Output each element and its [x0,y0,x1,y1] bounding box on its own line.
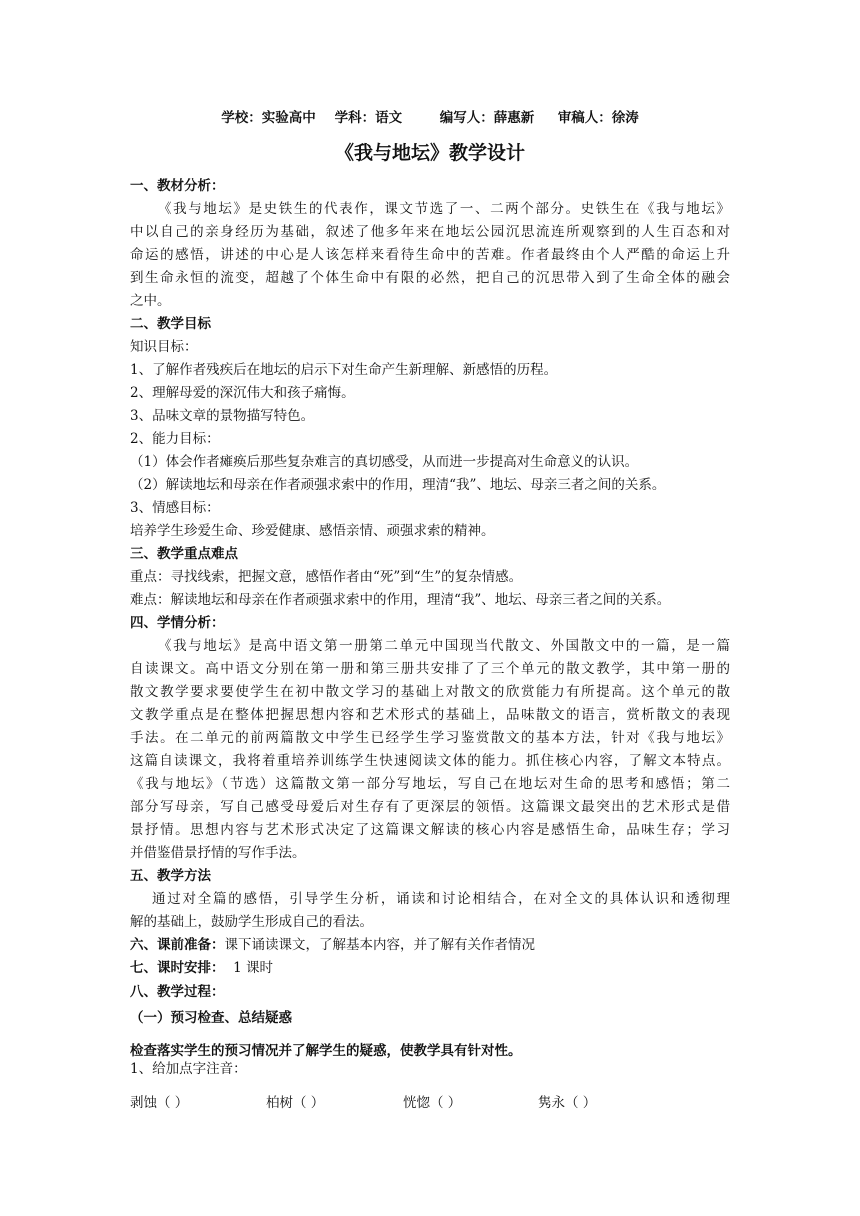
pinyin-item: 隽永（ ） [538,1095,597,1111]
section-3-heading: 三、教学重点难点 [130,546,238,562]
paragraph-line: 《我与地坛》是高中语文第一册第二单元中国现当代散文、外国散文中的一篇，是一篇 [158,638,730,654]
goal-item: （2）解读地坛和母亲在作者顽强求索中的作用，理清“我”、地坛、母亲三者之间的关系。 [130,477,666,493]
section-5-heading: 五、教学方法 [130,868,211,884]
paragraph-line: 到生命永恒的流变，超越了个体生命中有限的必然，把自己的沉思带入到了生命全体的融会 [130,270,730,286]
section-7 [130,958,730,978]
section-6-text: 课下诵读课文，了解基本内容，并了解有关作者情况 [224,937,535,953]
paragraph-line: 文教学重点是在整体把握思想内容和艺术形式的基础上，品味散文的语言，赏析散文的表现 [130,707,730,723]
paragraph-line: 中以自己的亲身经历为基础，叙述了他多年来在地坛公园沉思流连所观察到的人生百态和对 [130,224,730,240]
emotion-goal-label: 3、情感目标： [130,500,220,516]
subsection-heading: （一）预习检查、总结疑惑 [130,1010,292,1026]
subject-label: 学科：语文 [334,110,403,126]
pinyin-item: 柏树（ ） [266,1095,325,1111]
paragraph-line: 《我与地坛》（节选）这篇散文第一部分写地坛，写自己在地坛对生命的思考和感悟；第二 [130,776,730,792]
pinyin-item: 剥蚀（ ） [130,1095,189,1111]
section-4-heading: 四、学情分析： [130,615,225,631]
goal-item: 1、了解作者残疾后在地坛的启示下对生命产生新理解、新感悟的历程。 [130,362,558,378]
paragraph-line: 并借鉴借景抒情的写作手法。 [130,845,306,861]
section-7-text: 1 课时 [233,960,273,976]
school-label: 学校：实验高中 [221,110,316,126]
document-header [130,108,730,128]
key-point: 重点：寻找线索，把握文意，感悟作者由“死”到“生”的复杂情感。 [130,569,523,585]
paragraph-line: 自读课文。高中语文分别在第一册和第三册共安排了了三个单元的散文教学，其中第一册的 [130,661,730,677]
paragraph-line: 这篇自读课文，我将着重培养训练学生快速阅读文体的能力。抓住核心内容，了解文本特点。 [130,753,730,769]
goal-item: 2、理解母爱的深沉伟大和孩子痛悔。 [130,385,355,401]
purpose-statement: 检查落实学生的预习情况并了解学生的疑惑，使教学具有针对性。 [130,1043,522,1059]
goal-item: 3、品味文章的景物描写特色。 [130,408,315,424]
document-title: 《我与地坛》教学设计 [334,142,525,164]
ability-goal-label: 2、能力目标： [130,431,220,447]
paragraph-line: 解的基础上，鼓励学生形成自己的看法。 [130,914,373,930]
difficult-point: 难点：解读地坛和母亲在作者顽强求索中的作用，理清“我”、地坛、母亲三者之间的关系。 [130,592,671,608]
section-6-heading: 六、课前准备： [130,937,225,953]
paragraph-line: 通过对全篇的感悟，引导学生分析，诵读和讨论相结合，在对全文的具体认识和透彻理 [152,891,730,907]
paragraph-line: 手法。在二单元的前两篇散文中学生已经学生学习鉴赏散文的基本方法，针对《我与地坛》 [130,730,730,746]
pinyin-item: 恍惚（ ） [403,1095,462,1111]
paragraph-line: 景抒情。思想内容与艺术形式决定了这篇课文解读的核心内容是感悟生命，品味生存；学习 [130,822,730,838]
section-7-heading: 七、课时安排： [130,960,225,976]
task-prompt: 1、给加点字注音： [130,1061,247,1077]
paragraph-line: 散文教学要求要使学生在初中散文学习的基础上对散文的欣赏能力有所提高。这个单元的散 [130,684,730,700]
goal-item: 培养学生珍爱生命、珍爱健康、感悟亲情、顽强求索的精神。 [130,523,495,539]
paragraph-line: 命运的感悟，讲述的中心是人该怎样来看待生命中的苦难。作者最终由个人严酷的命运上升 [130,247,730,263]
goal-item: （1）体会作者瘫痪后那些复杂难言的真切感受，从而进一步提高对生命意义的认识。 [130,454,639,470]
author-label: 编写人：薛惠新 [439,110,535,126]
knowledge-goal-label: 知识目标： [130,339,198,355]
section-6 [130,935,730,955]
section-2-heading: 二、教学目标 [130,316,211,332]
section-1-heading: 一、教材分析： [130,178,225,194]
reviewer-label: 审稿人：徐涛 [557,110,639,126]
paragraph-line: 《我与地坛》是史铁生的代表作，课文节选了一、二两个部分。史铁生在《我与地坛》 [158,201,730,217]
section-8-heading: 八、教学过程： [130,984,225,1000]
paragraph-line: 之中。 [130,293,171,309]
paragraph-line: 部分写母亲，写自己感受母爱后对生存有了更深层的领悟。这篇课文最突出的艺术形式是借 [130,799,730,815]
